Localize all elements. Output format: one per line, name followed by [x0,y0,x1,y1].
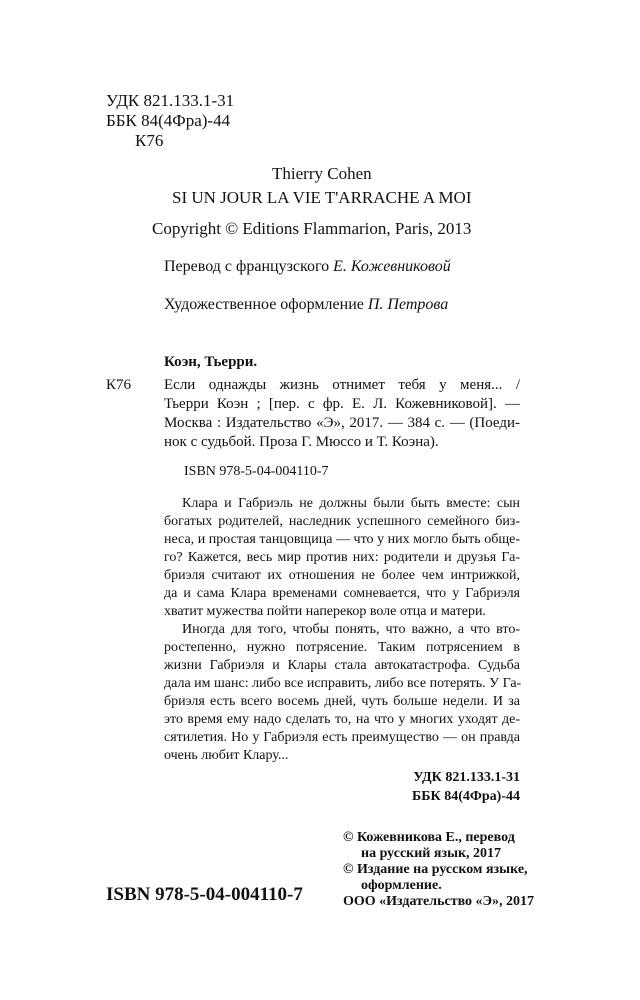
udk-code: УДК 821.133.1-31 [106,91,235,110]
design-credit [164,296,448,314]
catalog-line: Москва : Издательство «Э», 2017. — 384 с. — (Поеди- [164,415,520,431]
isbn-main: ISBN 978-5-04-004110-7 [106,884,303,905]
annotation-line: ростепенно, нужно потрясение. Таким потрясением в [164,640,520,655]
original-author: Thierry Cohen [272,164,372,183]
catalog-isbn: ISBN 978-5-04-004110-7 [184,464,329,479]
copyright-line: оформление. [361,878,442,893]
annotation-line: хватит мужества пойти наперекор воле отца и матери. [164,604,486,619]
bbk-code: ББК 84(4Фра)-44 [106,111,231,130]
annotation-line: богатых родителей, наследник успешного семейного биз- [164,514,520,529]
catalog-line: Тьерри Коэн ; [пер. с фр. Е. Л. Кожевниковой]. — [164,396,520,412]
annotation-line: го? Кажется, весь мир против них: родители и друзья Га- [164,550,520,565]
annotation-line: очень любит Клару... [164,748,289,763]
author-mark: К76 [135,131,164,150]
annotation-line: бриэля считают их отношения не более чем интрижкой, [164,568,520,583]
annotation-line: неса, и простая танцовщица — что у них могло быть обще- [164,532,520,547]
design-prefix: Художественное оформление [164,296,368,313]
copyright-line: на русский язык, 2017 [361,846,502,861]
annotation-line: это время ему надо сделать то, на что у многих уходят де- [164,712,520,727]
translation-prefix: Перевод с французского [164,258,334,275]
annotation-line: бриэля есть всего восемь дней, чуть больше недели. И за [164,694,520,709]
annotation-line: да и сама Клара временами сомневается, что у Габриэля [164,586,520,601]
annotation-line: Иногда для того, чтобы понять, что важно, а что вто- [182,622,520,637]
annotation-line: жизни Габриэля и Клары стала автокатастрофа. Судьба [164,658,520,673]
catalog-line: нок с судьбой. Проза Г. Мюссо и Т. Коэна). [164,434,439,450]
catalog-heading: Коэн, Тьерри. [164,354,258,370]
translator-name: Е. Кожевниковой [333,258,451,275]
catalog-mark: К76 [106,377,132,393]
footer-bbk: ББК 84(4Фра)-44 [412,789,520,804]
annotation-line: дала им шанс: либо все исправить, либо все потерять. У Га- [164,676,522,691]
copyright-line: © Кожевникова Е., перевод [343,830,515,845]
footer-udk: УДК 821.133.1-31 [413,770,520,785]
annotation-line: Клара и Габриэль не должны были быть вместе: сын [182,496,520,511]
translation-credit [164,258,451,276]
original-copyright: Copyright © Editions Flammarion, Paris, 2013 [152,219,472,238]
original-title: SI UN JOUR LA VIE T'ARRACHE A MOI [172,188,472,207]
copyright-line: ООО «Издательство «Э», 2017 [343,894,535,909]
catalog-line: Если однажды жизнь отнимет тебя у меня... / [164,377,520,393]
designer-name: П. Петрова [367,296,449,313]
copyright-line: © Издание на русском языке, [343,862,528,877]
annotation-line: сятилетия. Но у Габриэля есть преимущество — он правда [164,730,520,745]
